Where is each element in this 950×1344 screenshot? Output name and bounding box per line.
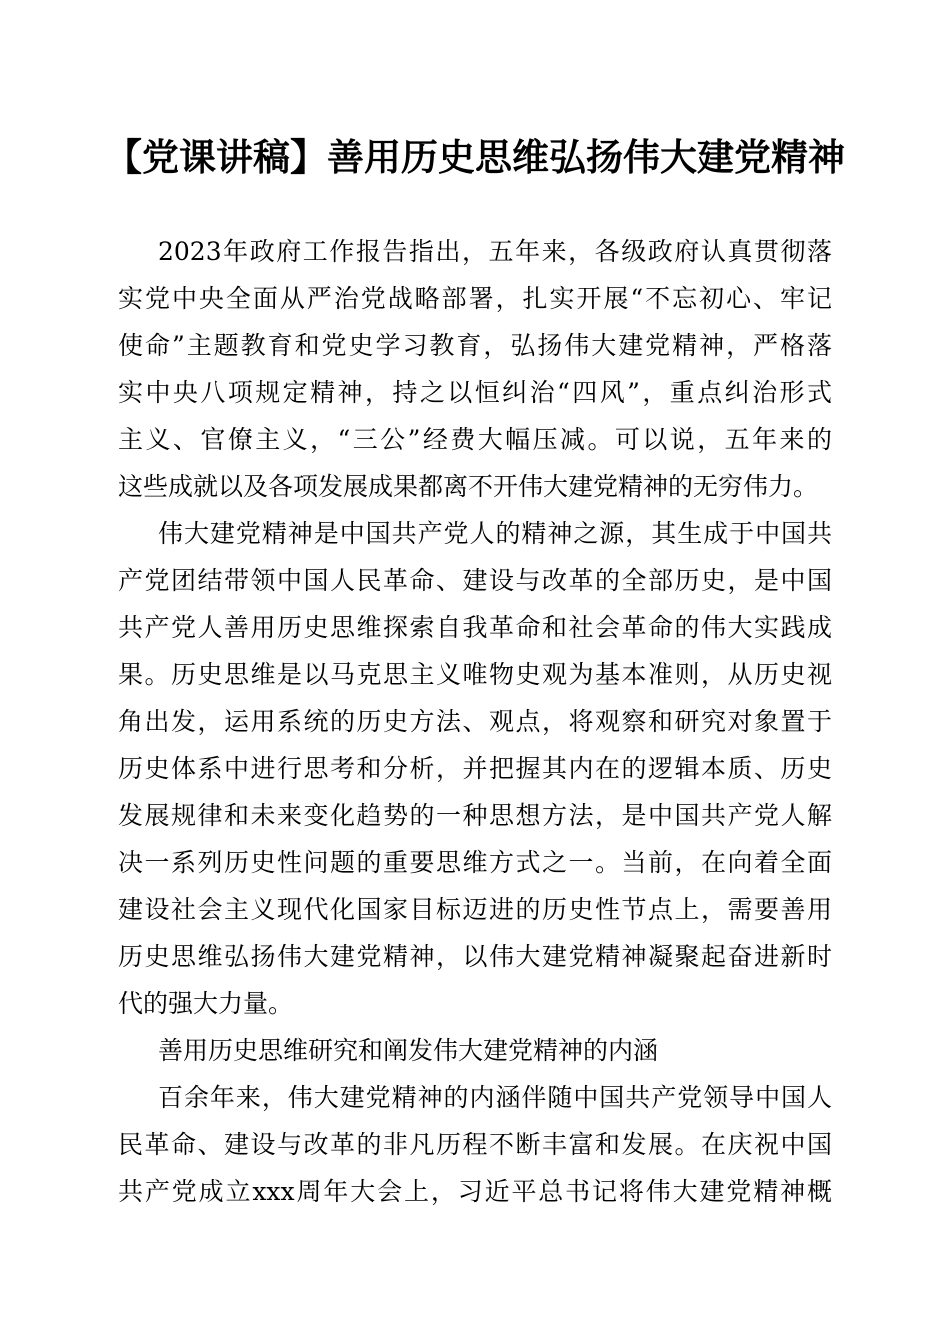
- document-title: 【党课讲稿】善用历史思维弘扬伟大建党精神: [105, 136, 845, 179]
- paragraph-2-line-10: 历史思维弘扬伟大建党精神，以伟大建党精神凝聚起奋进新时: [118, 942, 832, 971]
- paragraph-1-line-2: 实党中央全面从严治党战略部署，扎实开展“不忘初心、牢记: [118, 284, 832, 313]
- paragraph-2-line-3: 共产党人善用历史思维探索自我革命和社会革命的伟大实践成: [118, 613, 832, 642]
- paragraph-3-line-1: 百余年来，伟大建党精神的内涵伴随中国共产党领导中国人: [158, 1083, 832, 1112]
- paragraph-1-line-3: 使命”主题教育和党史学习教育，弘扬伟大建党精神，严格落: [118, 331, 832, 360]
- paragraph-3-line-3: 共产党成立xxx周年大会上，习近平总书记将伟大建党精神概: [118, 1177, 832, 1206]
- paragraph-2-line-9: 建设社会主义现代化国家目标迈进的历史性节点上，需要善用: [118, 895, 832, 924]
- paragraph-1-line-1: 2023年政府工作报告指出，五年来，各级政府认真贯彻落: [158, 237, 832, 266]
- paragraph-2-line-8: 决一系列历史性问题的重要思维方式之一。当前，在向着全面: [118, 848, 832, 877]
- paragraph-2-line-6: 历史体系中进行思考和分析，并把握其内在的逻辑本质、历史: [118, 754, 832, 783]
- document-body: [118, 228, 832, 1215]
- paragraph-1-line-4: 实中央八项规定精神，持之以恒纠治“四风”，重点纠治形式: [118, 378, 832, 407]
- paragraph-2-line-1: 伟大建党精神是中国共产党人的精神之源，其生成于中国共: [158, 519, 832, 548]
- paragraph-2-line-7: 发展规律和未来变化趋势的一种思想方法，是中国共产党人解: [118, 801, 832, 830]
- section-heading: 善用历史思维研究和阐发伟大建党精神的内涵: [158, 1036, 659, 1065]
- paragraph-2-line-4: 果。历史思维是以马克思主义唯物史观为基本准则，从历史视: [118, 660, 832, 689]
- paragraph-2-line-2: 产党团结带领中国人民革命、建设与改革的全部历史，是中国: [118, 566, 832, 595]
- paragraph-3-line-2: 民革命、建设与改革的非凡历程不断丰富和发展。在庆祝中国: [118, 1130, 832, 1159]
- paragraph-2-line-5: 角出发，运用系统的历史方法、观点，将观察和研究对象置于: [118, 707, 832, 736]
- paragraph-1-line-6: 这些成就以及各项发展成果都离不开伟大建党精神的无穷伟力。: [118, 472, 819, 501]
- paragraph-1-line-5: 主义、官僚主义，“三公”经费大幅压减。可以说，五年来的: [118, 425, 832, 454]
- paragraph-2-line-11: 代的强大力量。: [118, 989, 294, 1018]
